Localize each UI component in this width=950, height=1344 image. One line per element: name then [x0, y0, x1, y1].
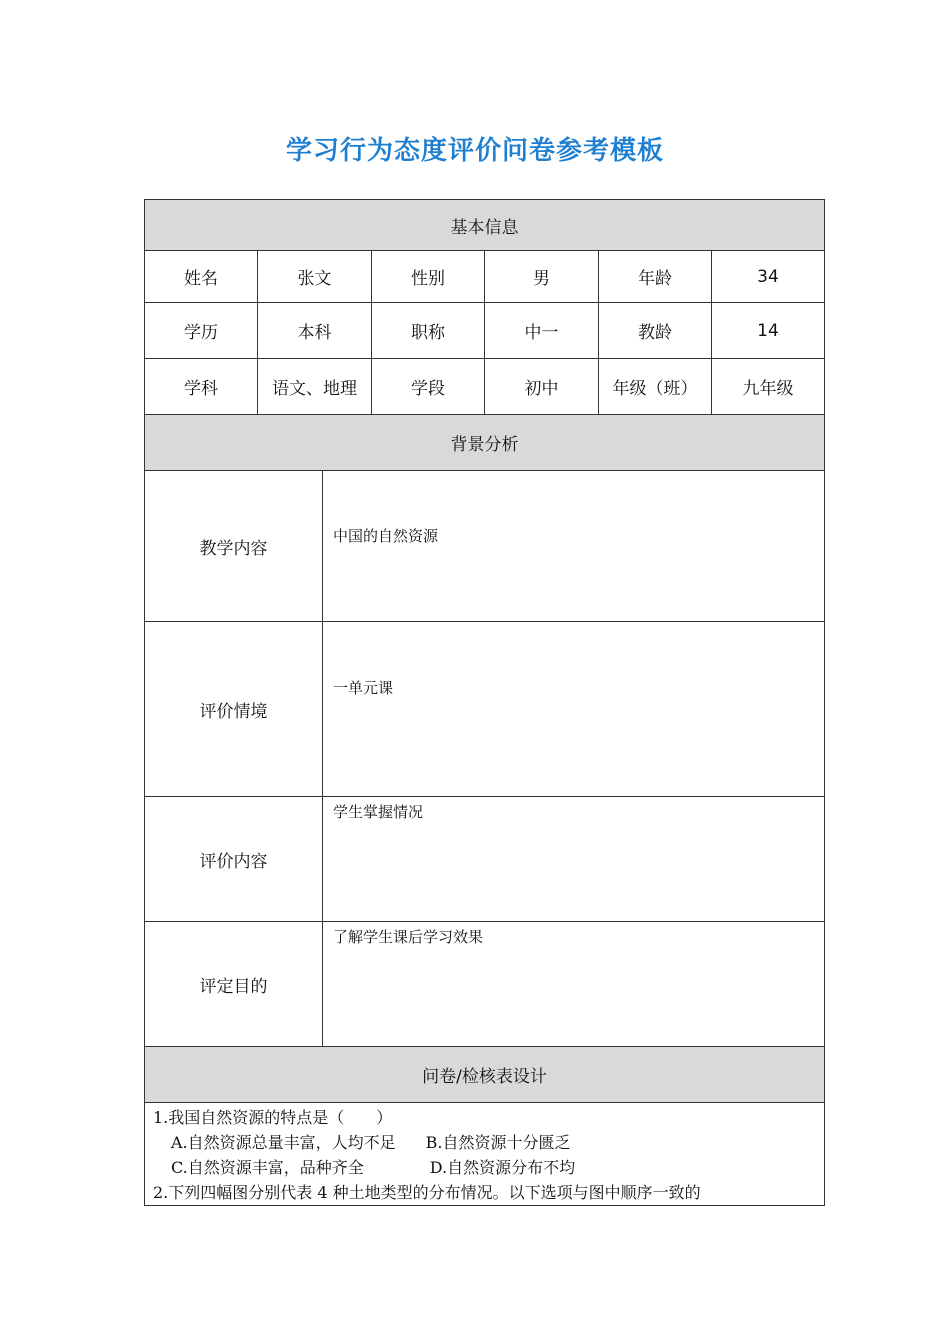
form-table [144, 199, 825, 415]
question-1: 1.我国自然资源的特点是（ ） [153, 1108, 393, 1127]
grade-value: 九年级 [712, 359, 825, 415]
section-header-questionnaire: 问卷/检核表设计 [145, 1047, 825, 1103]
gender-label: 性别 [372, 251, 485, 303]
subject-label: 学科 [145, 359, 258, 415]
stage-value: 初中 [485, 359, 599, 415]
job-title-value: 中一 [485, 303, 599, 359]
evaluation-context-value: 一单元课 [323, 622, 825, 797]
question-1-option-b: B.自然资源十分匮乏 [425, 1133, 571, 1152]
education-label: 学历 [145, 303, 258, 359]
evaluation-context-label: 评价情境 [145, 622, 323, 797]
evaluation-content-label: 评价内容 [145, 797, 323, 922]
education-value: 本科 [258, 303, 372, 359]
question-1-option-c: C.自然资源丰富，品种齐全 [171, 1158, 364, 1177]
teaching-content-value: 中国的自然资源 [323, 471, 825, 622]
teaching-years-value: 14 [712, 303, 825, 359]
questionnaire-body [145, 1103, 825, 1206]
question-1-option-a: A.自然资源总量丰富，人均不足 [171, 1133, 396, 1152]
section-header-background: 背景分析 [145, 415, 825, 471]
name-value: 张文 [258, 251, 372, 303]
job-title-label: 职称 [372, 303, 485, 359]
gender-value: 男 [485, 251, 599, 303]
background-table [144, 414, 825, 1206]
grade-label: 年级（班） [599, 359, 712, 415]
subject-value: 语文、地理 [258, 359, 372, 415]
question-1-options-row-1 [153, 1130, 818, 1155]
teaching-content-label: 教学内容 [145, 471, 323, 622]
question-1-option-d: D.自然资源分布不均 [429, 1158, 576, 1177]
age-value: 34 [712, 251, 825, 303]
section-header-basic-info: 基本信息 [145, 200, 825, 251]
question-2: 2.下列四幅图分别代表 4 种土地类型的分布情况。以下选项与图中顺序一致的 [153, 1183, 701, 1202]
name-label: 姓名 [145, 251, 258, 303]
evaluation-form [144, 199, 824, 1206]
stage-label: 学段 [372, 359, 485, 415]
question-1-options-row-2 [153, 1155, 818, 1180]
age-label: 年龄 [599, 251, 712, 303]
evaluation-purpose-value: 了解学生课后学习效果 [323, 922, 825, 1047]
evaluation-content-value: 学生掌握情况 [323, 797, 825, 922]
page-title: 学习行为态度评价问卷参考模板 [285, 136, 664, 166]
evaluation-purpose-label: 评定目的 [145, 922, 323, 1047]
teaching-years-label: 教龄 [599, 303, 712, 359]
